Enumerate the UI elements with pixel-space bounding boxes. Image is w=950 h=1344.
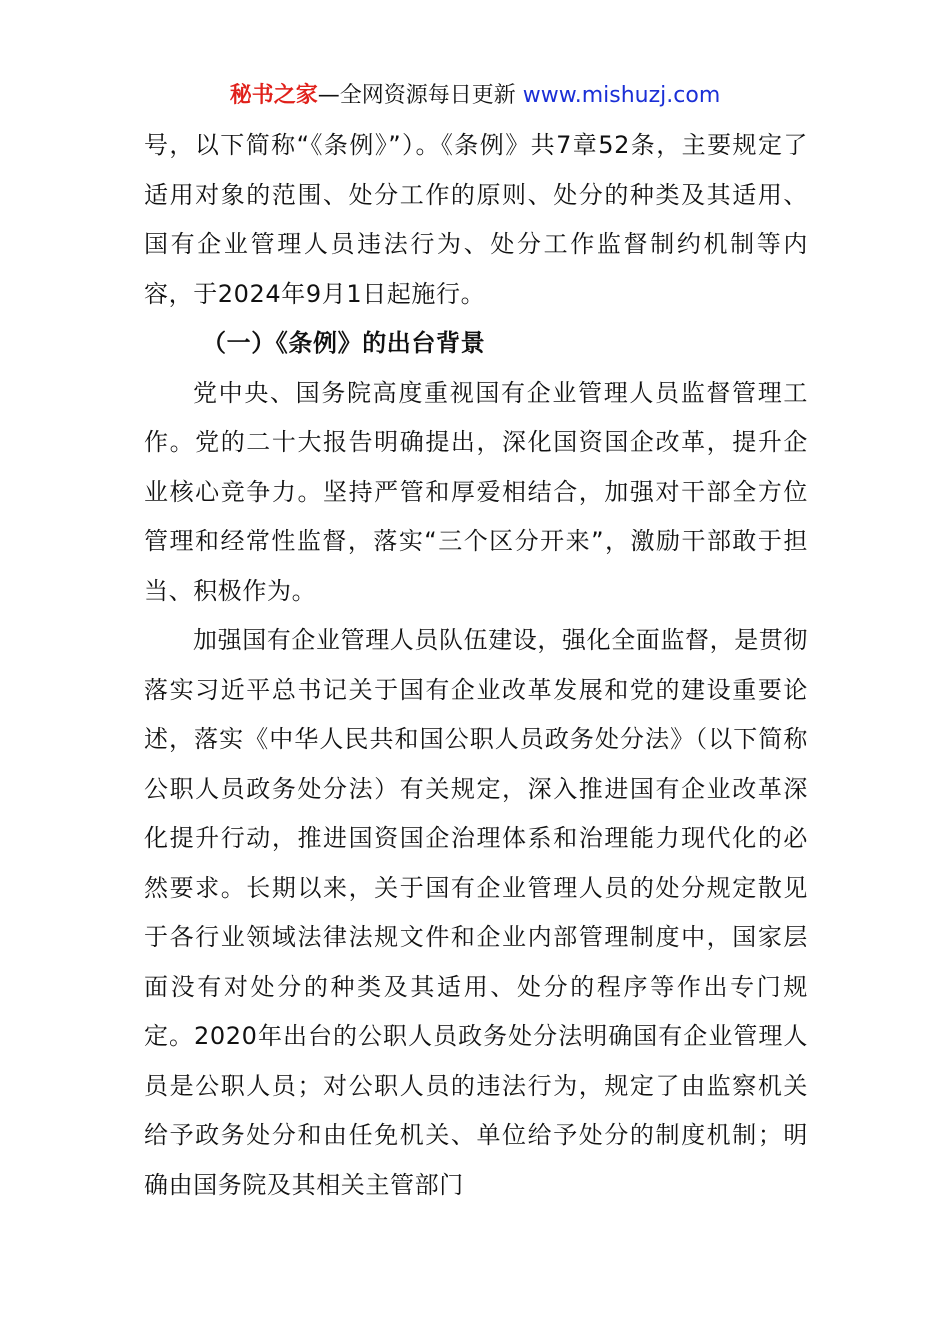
site-brand: 秘书之家 bbox=[229, 83, 318, 108]
paragraph-background-2: 加强国有企业管理人员队伍建设，强化全面监督，是贯彻落实习近平总书记关于国有企业改革发展和党的建设重要论述，落实《中华人民共和国公职人员政务处分法》（以下简称公职人员政务处分法）有关规定，深入推进国有企业改革深化提升行动，推进国资国企治理体系和治理能力现代化的必然要求。长期以来，关于国有企业管理人员的处分规定散见于各行业领域法律法规文件和企业内部管理制度中，国家层面没有对处分的种类及其适用、处分的程序等作出专门规定。2020年出台的公职人员政务处分法明确国有企业管理人员是公职人员；对公职人员的违法行为，规定了由监察机关给予政务处分和由任免机关、单位给予处分的制度机制；明确由国务院及其相关主管部门 bbox=[144, 626, 808, 1199]
site-slogan: —全网资源每日更新 bbox=[317, 83, 516, 108]
section-heading: （一）《条例》的出台背景 bbox=[202, 329, 486, 357]
site-header bbox=[0, 80, 950, 112]
site-url-link[interactable]: www.mishuzj.com bbox=[522, 83, 721, 108]
paragraph-continued: 号，以下简称“《条例》”）。《条例》共7章52条，主要规定了适用对象的范围、处分工作的原则、处分的种类及其适用、国有企业管理人员违法行为、处分工作监督制约机制等内容，于2024年9月1日起施行。 bbox=[144, 131, 808, 308]
paragraph-background-1: 党中央、国务院高度重视国有企业管理人员监督管理工作。党的二十大报告明确提出，深化国资国企改革，提升企业核心竞争力。坚持严管和厚爱相结合，加强对干部全方位管理和经常性监督，落实“三个区分开来”，激励干部敢于担当、积极作为。 bbox=[144, 378, 808, 605]
document-body bbox=[144, 121, 808, 1210]
